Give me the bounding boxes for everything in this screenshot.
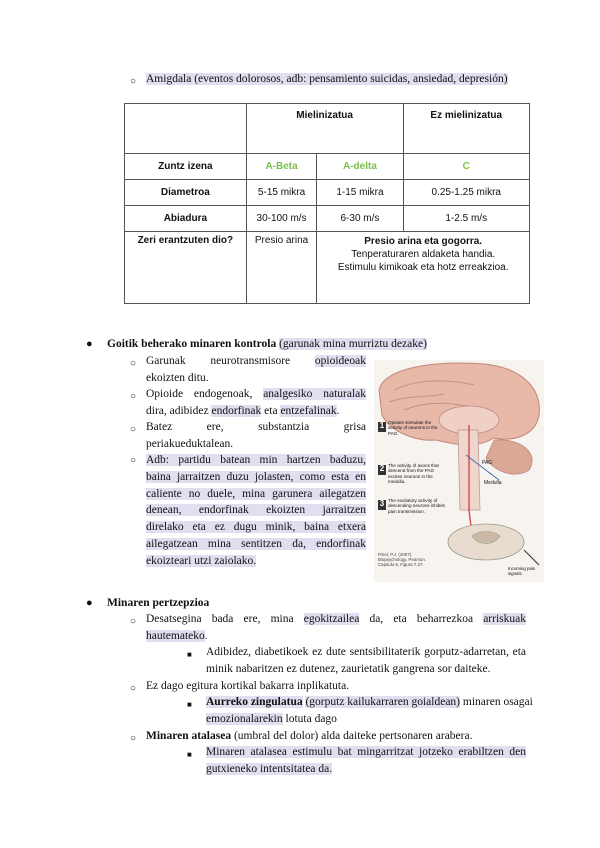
cell-diameter-abeta: 5-15 mikra — [246, 180, 317, 206]
header-myelinated: Mielinizatua — [246, 104, 403, 154]
row-label-diameter: Diametroa — [125, 180, 247, 206]
cell-c: C — [403, 154, 529, 180]
s1-item1-line1: Garunak neurotransmisore opioideoak — [146, 355, 367, 367]
cell-speed-c: 1-2.5 m/s — [403, 206, 529, 232]
s2-sub1-line2: minik nabaritzen ez dutenez, zaurietatik gangrena sor daiteke. — [206, 663, 491, 675]
circle-bullet-icon: ○ — [130, 76, 137, 87]
figure-label-2: The activity of axons that descend from the PAG excites neurons in the medulla. — [388, 463, 439, 484]
s1-item2-line1: Opioide endogenoak, analgesiko naturalak — [146, 388, 367, 400]
circle-bullet-icon: ○ — [130, 683, 137, 694]
circle-bullet-icon: ○ — [130, 358, 137, 369]
circle-bullet-icon: ○ — [130, 733, 137, 744]
s2-sub3-line1: Minaren atalasea estimulu bat mingarritzat jotzeko erabiltzen den — [206, 746, 526, 758]
figure-label-1: Opiates stimulate the activity of neurons in the PAG. — [388, 420, 438, 436]
figure-number-1: 1 — [379, 421, 385, 430]
cell-diameter-c: 0.25-1.25 mikra — [403, 180, 529, 206]
circle-bullet-icon: ○ — [130, 424, 137, 435]
row-label-fiber-name: Zuntz izena — [125, 154, 247, 180]
square-bullet-icon: ■ — [187, 750, 192, 759]
cell-responds-abeta: Presio arina — [246, 232, 317, 304]
s1-item3-line2: periakueduktalean. — [146, 438, 234, 450]
row-label-responds: Zeri erantzuten dio? — [125, 232, 247, 304]
cell-responds-adelta-c — [317, 232, 530, 304]
circle-bullet-icon: ○ — [130, 391, 137, 402]
s2-item3: Minaren atalasea (umbral del dolor) alda daiteke pertsonaren arabera. — [146, 730, 473, 742]
section1-heading: Goitik beherako minaren kontrola (garunak mina murriztu dezake) — [107, 338, 427, 350]
responds-line-3: Estimulu kimikoak eta hotz erreakzioa. — [337, 262, 509, 273]
header-unmyelinated: Ez mielinizatua — [403, 104, 529, 154]
figure-label-pain-signals: Incoming pain signals — [508, 566, 536, 576]
amygdala-item: Amigdala (eventos dolorosos, adb: pensamiento suicidas, ansiedad, depresión) — [146, 73, 508, 85]
s2-sub1-line1: Adibidez, diabetikoek ez dute sentsibilitaterik gorputz-adarretan, eta — [206, 646, 526, 658]
brain-pain-figure — [374, 360, 544, 582]
cell-a-beta: A-Beta — [246, 154, 317, 180]
responds-line-1: Presio arina eta gogorra. — [364, 236, 483, 247]
s1-item3-line1: Batez ere, substantzia grisa — [146, 421, 367, 433]
circle-bullet-icon: ○ — [130, 455, 137, 466]
figure-label-pag: PAG — [482, 460, 493, 466]
cell-diameter-adelta: 1-15 mikra — [317, 180, 403, 206]
bullet-icon: ● — [86, 597, 93, 609]
cell-a-delta: A-delta — [317, 154, 403, 180]
s1-item1-line2: ekoizten ditu. — [146, 372, 209, 384]
figure-label-3: The excitatory activity of descending neurons inhibits pain transmission. — [388, 498, 445, 514]
responds-line-2: Tenperaturaren aldaketa handia. — [351, 249, 496, 260]
square-bullet-icon: ■ — [187, 700, 192, 709]
figure-caption: Pinel, P.J. (2007). Biopsychology. Pearson. Capitulo 6, Figura 7.27 — [378, 552, 426, 567]
figure-number-2: 2 — [379, 464, 385, 473]
table-header-empty — [125, 104, 247, 154]
cell-speed-adelta: 6-30 m/s — [317, 206, 403, 232]
bullet-icon: ● — [86, 338, 93, 350]
row-label-speed: Abiadura — [125, 206, 247, 232]
nerve-fiber-table — [124, 103, 530, 304]
s2-item1-line2: hautemateko. — [146, 630, 208, 642]
s2-item1-line1: Desatsegina bada ere, mina egokitzailea da, eta beharrezkoa arriskuak — [146, 613, 526, 625]
figure-label-medulla: Medulla — [484, 480, 502, 486]
section2-heading: Minaren pertzepzioa — [107, 597, 210, 609]
s2-item2: Ez dago egitura kortikal bakarra inplikatuta. — [146, 680, 350, 692]
figure-number-3: 3 — [379, 499, 385, 508]
circle-bullet-icon: ○ — [130, 616, 137, 627]
s2-sub2-line1: Aurreko zingulatua (gorputz kailukarraren goialdean) minaren osagai — [206, 696, 533, 708]
cell-speed-abeta: 30-100 m/s — [246, 206, 317, 232]
square-bullet-icon: ■ — [187, 650, 192, 659]
s1-item2-line2: dira, adibidez endorfinak eta entzefalinak. — [146, 405, 340, 417]
s2-sub3-line2: gutxieneko intentsitatea da. — [206, 763, 333, 775]
s2-sub2-line2: emozionalarekin lotuta dago — [206, 713, 337, 725]
s1-item4-example: Adb: partidu batean min hartzen baduzu, baina jarraitzen duzu jolasten, como esta en caliente no duele, mina garunera ailegatzen denean, endorfinak ekoizten jarraitzen direlako eta ez dugu minik, baina etxera ailegatzean mina sentitzen da, endorfinak ekoizteari utzi zaiolako. — [146, 454, 366, 567]
